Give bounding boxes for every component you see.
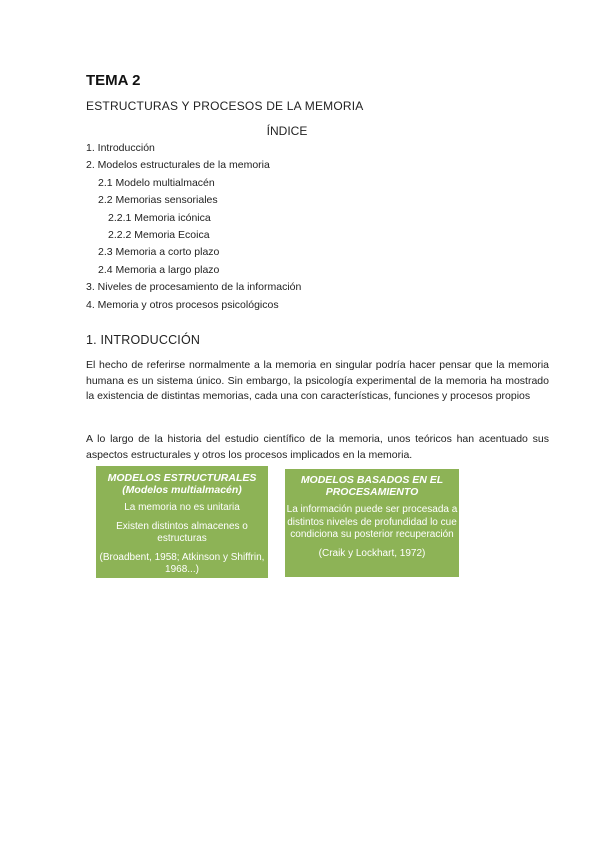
box-citation: (Broadbent, 1958; Atkinson y Shiffrin, 1968...) [99, 551, 265, 575]
toc-item: 2.2 Memorias sensoriales [98, 194, 218, 207]
toc-item: 2.2.1 Memoria icónica [108, 211, 211, 224]
toc-item: 3. Niveles de procesamiento de la información [86, 281, 302, 294]
toc-item: 2.3 Memoria a corto plazo [98, 246, 220, 259]
doc-title: TEMA 2 [86, 72, 141, 89]
toc-item: 1. Introducción [86, 142, 155, 154]
box-text: Existen distintos almacenes o estructuras [116, 520, 248, 544]
section-heading: 1. INTRODUCCIÓN [86, 333, 201, 347]
box-text: La información puede ser procesada a distintos niveles de profundidad lo cue condiciona su posterior recuperación [286, 504, 458, 540]
toc-item: 4. Memoria y otros procesos psicológicos [86, 298, 279, 311]
index-heading [0, 124, 600, 138]
doc-subtitle: ESTRUCTURAS Y PROCESOS DE LA MEMORIA [86, 99, 364, 113]
index-heading-text: ÍNDICE [266, 124, 308, 138]
processing-models-box [285, 469, 459, 577]
paragraph-history: A lo largo de la historia del estudio científico de la memoria, unos teóricos han acentuado sus aspectos estructurales y otros los procesos implicados en la memoria. [86, 433, 549, 461]
table-of-contents [86, 140, 301, 314]
toc-item: 2.1 Modelo multialmacén [98, 176, 215, 189]
box-title: MODELOS BASADOS EN EL [300, 474, 444, 486]
box-text: La memoria no es unitaria [124, 502, 240, 513]
box-subtitle: PROCESAMIENTO [325, 486, 419, 498]
toc-item: 2.4 Memoria a largo plazo [98, 263, 220, 276]
toc-item: 2. Modelos estructurales de la memoria [86, 159, 270, 172]
box-subtitle: (Modelos multialmacén) [122, 484, 242, 496]
box-title: MODELOS ESTRUCTURALES [107, 472, 257, 484]
toc-item: 2.2.2 Memoria Ecoica [108, 228, 210, 241]
box-citation: (Craik y Lockhart, 1972) [318, 547, 426, 559]
paragraph-intro: El hecho de referirse normalmente a la memoria en singular podría hacer pensar que la memoria humana es un sistema único. Sin embargo, la psicología experimental de la memoria ha mostrado la existencia de distintas memorias, cada una con características, funciones y procesos propios [86, 359, 549, 402]
structural-models-box [96, 466, 268, 578]
